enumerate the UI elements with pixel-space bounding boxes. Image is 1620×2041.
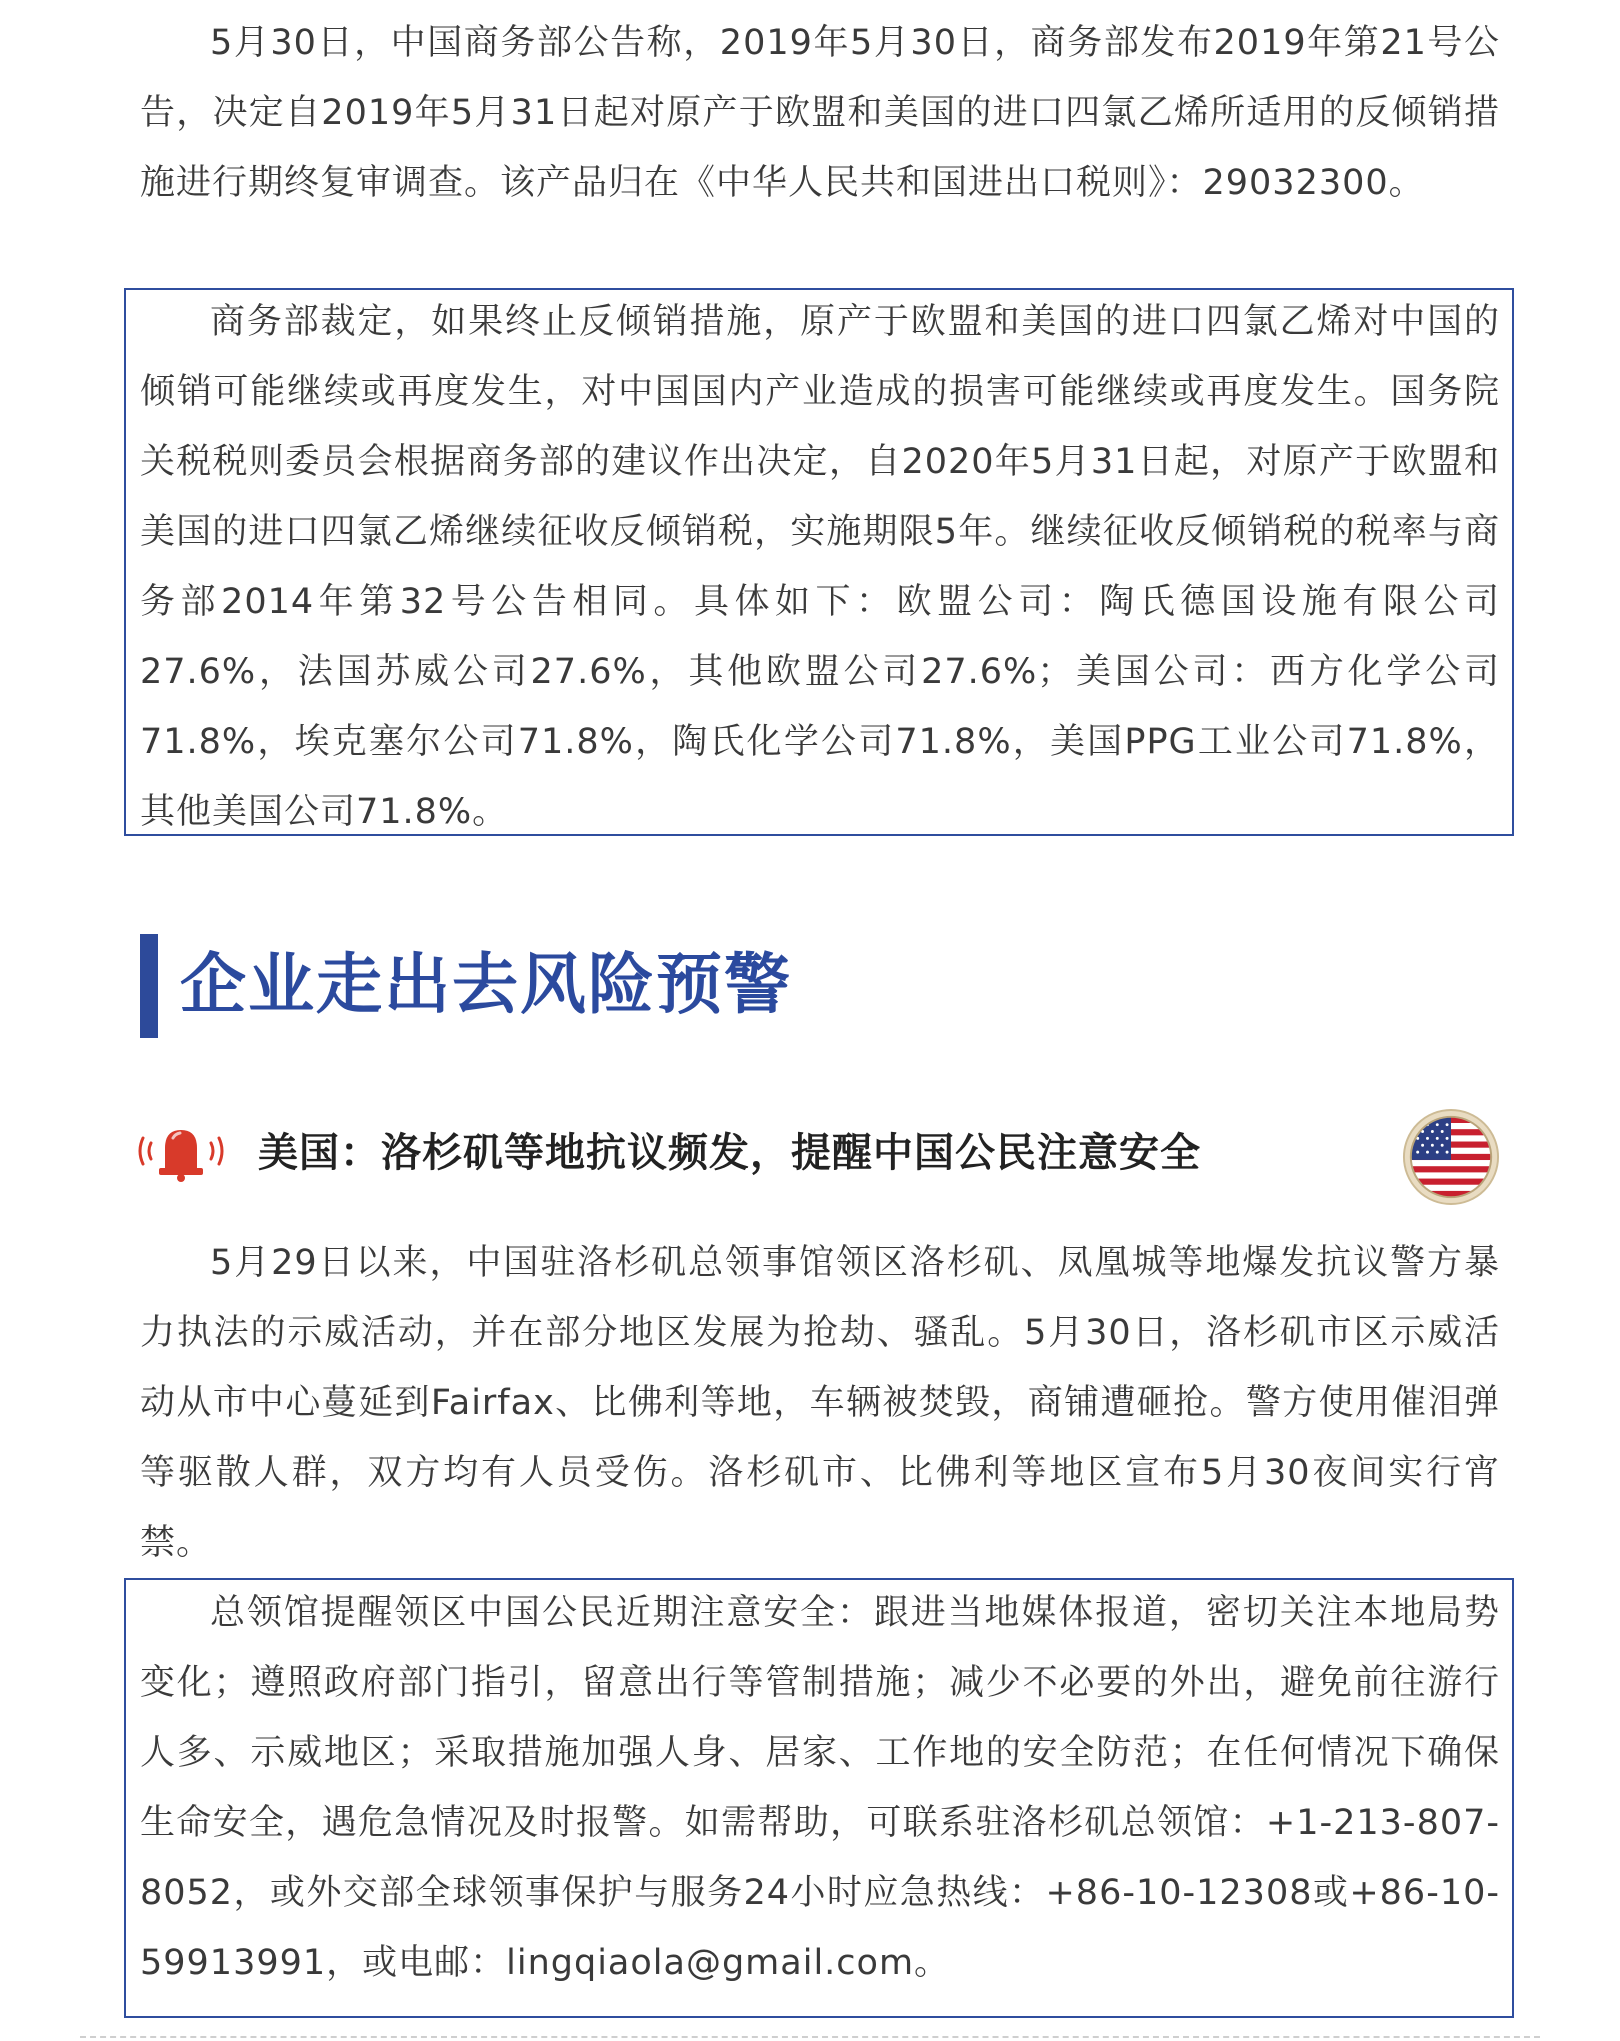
alarm-bell-icon xyxy=(135,1124,227,1182)
paragraph-safety-reminder: 总领馆提醒领区中国公民近期注意安全：跟进当地媒体报道，密切关注本地局势变化；遵照政府部门指引，留意出行等管制措施；减少不必要的外出，避免前往游行人多、示威地区；采取措施加强人身、居家、工作地的安全防范；在任何情况下确保生命安全，遇危急情况及时报警。如需帮助，可联系驻洛杉矶总领馆：+1-213-807-8052，或外交部全球领事保护与服务24小时应急热线：+86-10-12308或+86-10-59913991，或电邮：lingqiaola@gmail.com。 xyxy=(140,1593,1500,1983)
alert-title: 美国：洛杉矶等地抗议频发，提醒中国公民注意安全 xyxy=(258,1130,1201,1176)
section-title: 企业走出去风险预警 xyxy=(180,946,792,1023)
section-accent-bar xyxy=(140,934,158,1038)
bottom-divider xyxy=(80,2036,1540,2038)
us-flag-icon xyxy=(1402,1108,1500,1206)
paragraph-la-protests: 5月29日以来，中国驻洛杉矶总领事馆领区洛杉矶、凤凰城等地爆发抗议警方暴力执法的示威活动，并在部分地区发展为抢劫、骚乱。5月30日，洛杉矶市区示威活动从市中心蔓延到Fairfax、比佛利等地，车辆被焚毁，商铺遭砸抢。警方使用催泪弹等驱散人群，双方均有人员受伤。洛杉矶市、比佛利等地区宣布5月30夜间实行宵禁。 xyxy=(140,1243,1500,1563)
paragraph-antidumping-review: 5月30日，中国商务部公告称，2019年5月30日，商务部发布2019年第21号公告，决定自2019年5月31日起对原产于欧盟和美国的进口四氯乙烯所适用的反倾销措施进行期终复审调查。该产品归在《中华人民共和国进出口税则》：29032300。 xyxy=(140,23,1500,203)
paragraph-antidumping-ruling: 商务部裁定，如果终止反倾销措施，原产于欧盟和美国的进口四氯乙烯对中国的倾销可能继续或再度发生，对中国国内产业造成的损害可能继续或再度发生。国务院关税税则委员会根据商务部的建议作出决定，自2020年5月31日起，对原产于欧盟和美国的进口四氯乙烯继续征收反倾销税，实施期限5年。继续征收反倾销税的税率与商务部2014年第32号公告相同。具体如下：欧盟公司：陶氏德国设施有限公司27.6%，法国苏威公司27.6%，其他欧盟公司27.6%；美国公司：西方化学公司71.8%，埃克塞尔公司71.8%，陶氏化学公司71.8%，美国PPG工业公司71.8%，其他美国公司71.8%。 xyxy=(140,302,1500,832)
